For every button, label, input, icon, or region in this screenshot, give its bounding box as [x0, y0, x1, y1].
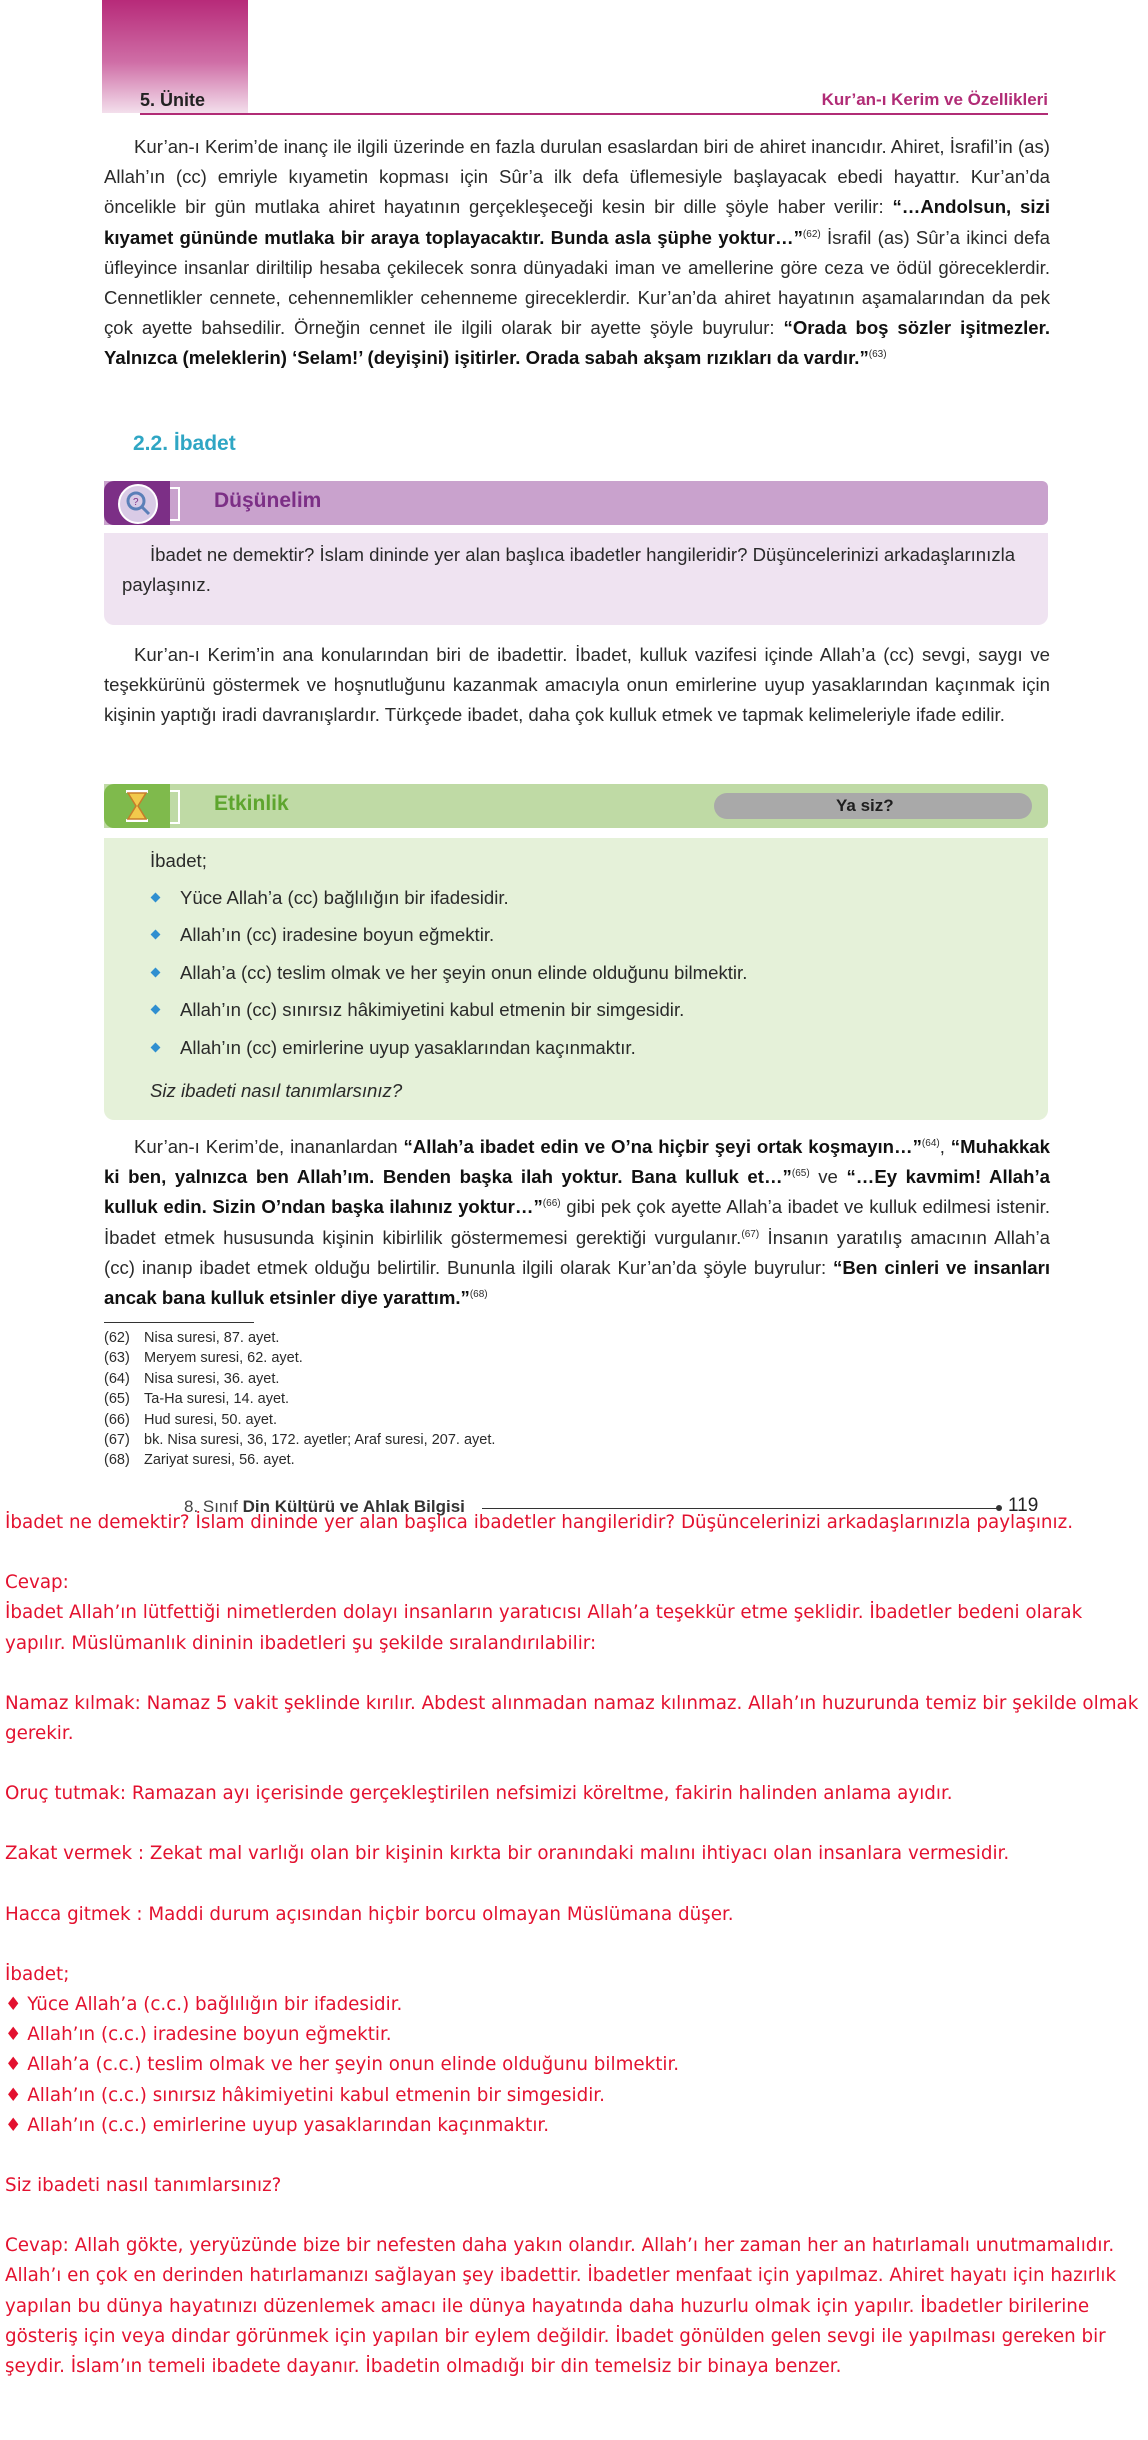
answer-worship: Zakat vermek : Zekat mal varlığı olan bir kişinin kırkta bir oranındaki malını ihtiyacı olan insanlara vermesidir. [5, 1843, 1010, 1865]
activity-list [148, 883, 747, 1070]
answer-question: İbadet ne demektir? İslam dininde yer alan başlıca ibadetler hangileridir? Düşüncelerinizi arkadaşlarınızla paylaşınız. [5, 1512, 1074, 1533]
bracket-decoration [170, 487, 180, 521]
list-item: Allah’ın (cc) emirlerine uyup yasaklarından kaçınmaktır. [148, 1033, 747, 1070]
hourglass-icon [104, 784, 170, 828]
bracket-decoration [170, 790, 180, 824]
header-divider [140, 113, 1048, 115]
page-number: 119 [1008, 1495, 1039, 1516]
footnote: (62) Nisa suresi, 87. ayet. [104, 1330, 280, 1346]
footer-course: 8. Sınıf Din Kültürü ve Ahlak Bilgisi [184, 1497, 465, 1516]
quote-64: “Allah’a ibadet edin ve O’na hiçbir şeyi ortak koşmayın…” [403, 1136, 922, 1157]
unit-label: 5. Ünite [140, 90, 206, 110]
diamond-bullet-icon [151, 1005, 161, 1015]
footnotes [104, 1328, 495, 1471]
list-item: Yüce Allah’a (cc) bağlılığın bir ifadesidir. [148, 883, 747, 920]
answer-worship: Hacca gitmek : Maddi durum açısından hiçbir borcu olmayan Müslümana düşer. [5, 1903, 734, 1925]
answer-intro: İbadet Allah’ın lütfettiği nimetlerden dolayı insanların yaratıcısı Allah’a teşekkür etme şeklidir. İbadetler bedeni olarak yapılır. Müslümanlık dininin ibadetleri şu şekilde sıralandırılabilir: [5, 1602, 1083, 1654]
list-item: Allah’ın (cc) sınırsız hâkimiyetini kabul etmenin bir simgesidir. [148, 995, 747, 1032]
footnote-divider [104, 1322, 254, 1323]
answer-cevap-label: Cevap: [5, 1572, 69, 1594]
diamond-bullet-icon [151, 1042, 161, 1052]
intro-paragraph: Kur’an-ı Kerim’de inanç ile ilgili üzerinde en fazla durulan esaslardan biri de ahiret inancıdır. Ahiret, İsrafil’in (as) Allah’ın (cc) emriyle kıyametin kopması için Sûr’a ilk defa üflemesiyle başlayacak ebedi hayattır. Kur’an’da öncelikle bir gün mutlaka ahiret hayatının gerçekleşeceği kesin bir dille şöyle haber verilir: “…Andolsun, sizi kıyamet gününde mutlaka bir araya toplayacaktır. Bunda asla şüphe yoktur…”$^{(62)}$ İsrafil (as) Sûr’a ikinci defa üfleyince insanlar diriltilip hesaba çekilecek sonra dünyadaki iman ve amellerine göre ceza ve ödül göreceklerdir. Cennetlikler cennete, cehennemlikler cehenneme gireceklerdir. Kur’an’da ahiret hayatının aşamalarından da pek çok ayette bahsedilir. Örneğin cennet ile ilgili olarak bir ayette şöyle buyrulur: “Orada boş sözler işitmezler. Yalnızca (meleklerin) ‘Selam!’ (deyişini) işitirler. Orada sabah akşam rızıkları da vardır.”$^{(63)}$ [104, 136, 1050, 369]
answer-list-item: ♦ Allah’a (c.c.) teslim olmak ve her şeyin onun elinde olduğunu bilmektir. [5, 2054, 680, 2076]
answer-list-item: ♦ Allah’ın (c.c.) sınırsız hâkimiyetini kabul etmenin bir simgesidir. [5, 2084, 605, 2106]
ref-63: (63) [868, 349, 887, 361]
footnote: (65) Ta-Ha suresi, 14. ayet. [104, 1391, 290, 1408]
ibadet-paragraph: Kur’an-ı Kerim’in ana konularından biri de ibadettir. İbadet, kulluk vazifesi içinde Allah’a (cc) sevgi, saygı ve teşekkürünü göstermek ve hoşnutluğunu kazanmak amacıyla onun emirlerine uyup yasaklarından kaçınmak için kişinin yaptığı iradi davranışlardır. Türkçede ibadet, daha çok kulluk etmek ve tapmak kelimeleriyle ifade edilir. [104, 644, 1050, 726]
answer-worship: Namaz kılmak: Namaz 5 vakit şeklinde kırılır. Abdest alınmadan namaz kılınmaz. Allah’ın huzurunda temiz bir şekilde olmak gerekir. [5, 1692, 1139, 1745]
ref-68: (68) [469, 1288, 488, 1300]
ref-67: (67) [741, 1228, 760, 1240]
closing-paragraph: Kur’an-ı Kerim’de, inananlardan “Allah’a ibadet edin ve O’na hiçbir şeyi ortak koşmayın…”$^{(64)}$, “Muhakkak ki ben, yalnızca ben Allah’ım. Benden başka ilah yoktur. Bana kulluk et…”$^{(65)}$ ve “…Ey kavmim! Allah’a kulluk edin. Sizin O’ndan başka ilahınız yoktur…”$^{(66)}$ gibi pek çok ayette Allah’a ibadet ve kulluk edilmesi istenir. İbadet etmek hususunda kişinin kibirlilik göstermemesi gerektiği vurgulanır.$^{(67)}$ İnsanın yaratılış amacının Allah’a (cc) inanıp ibadet etmek olduğu belirtilir. Bununla ilgili olarak Kur’an’da şöyle buyrulur: “Ben cinleri ve insanları ancak bana kulluk etsinler diye yarattım.”$^{(68)}$ [104, 1136, 1050, 1309]
quote-68: “Ben cinleri ve insanları ancak bana kulluk etsinler diye yarattım.” [104, 1256, 1050, 1309]
activity-box-title: Etkinlik [214, 792, 289, 815]
footnote: (64) Nisa suresi, 36. ayet. [104, 1370, 280, 1387]
quote-62: “…Andolsun, sizi kıyamet gününde mutlaka bir araya toplayacaktır. Bunda asla şüphe yoktur…” [104, 196, 1050, 248]
list-item: Allah’a (cc) teslim olmak ve her şeyin onun elinde olduğunu bilmektir. [148, 958, 747, 995]
activity-question: Siz ibadeti nasıl tanımlarsınız? [150, 1080, 403, 1101]
ref-65: (65) [791, 1168, 810, 1180]
footnote: (68) Zariyat suresi, 56. ayet. [104, 1452, 295, 1469]
magnifier-icon [118, 484, 158, 524]
answer-list-item: ♦ Yüce Allah’a (c.c.) bağlılığın bir ifadesidir. [5, 1994, 403, 2016]
activity-lead: İbadet; [150, 850, 207, 871]
activity-tag-label: Ya siz? [836, 796, 894, 815]
svg-text:?: ? [133, 497, 139, 508]
quote-65: “Muhakkak ki ben, yalnızca ben Allah’ım. Benden başka ilah yoktur. Bana kulluk et…” [104, 1136, 1050, 1188]
footnote: (67) bk. Nisa suresi, 36, 172. ayetler; Araf suresi, 207. ayet. [104, 1432, 496, 1449]
ref-62: (62) [802, 228, 821, 240]
answer-worship: Oruç tutmak: Ramazan ayı içerisinde gerçekleştirilen nefsimizi köreltme, fakirin halinden anlama ayıdır. [5, 1783, 953, 1805]
answer-lead: İbadet; [5, 1963, 70, 1985]
diamond-bullet-icon [151, 930, 161, 940]
think-box-text: İbadet ne demektir? İslam dininde yer alan başlıca ibadetler hangileridir? Düşüncelerinizi arkadaşlarınızla paylaşınız. [122, 544, 1016, 595]
footnote: (63) Meryem suresi, 62. ayet. [104, 1350, 303, 1367]
diamond-bullet-icon [151, 967, 161, 977]
section-heading: 2.2. İbadet [133, 432, 236, 455]
diamond-bullet-icon [151, 893, 161, 903]
answer-list-item: ♦ Allah’ın (c.c.) iradesine boyun eğmektir. [5, 2024, 392, 2046]
list-item: Allah’ın (cc) iradesine boyun eğmektir. [148, 920, 747, 957]
answer-final: Cevap: Allah gökte, yeryüzünde bize bir nefesten daha yakın olandır. Allah’ı her zaman her an hatırlamalı unutmamalıdır. Allah’ı en çok en derinden hatırlamanızı sağlayan şey ibadettir. İbadetler menfaat için yapılmaz. Ahiret hayatı için hazırlık yapılan bu dünya hayatınızı düzenlemek amacı ile dünya hayatında daha huzurlu olmak için yapılır. İbadetler birilerine gösteriş için veya dindar görünmek için yapılan bir eylem değildir. İbadet gönülden gelen sevgi ile yapılması gereken bir şeydir. İslam’ın temeli ibadete dayanır. İbadetin olmadığı bir din temelsiz bir binaya benzer. [5, 2235, 1117, 2378]
answer-question-2: Siz ibadeti nasıl tanımlarsınız? [5, 2175, 282, 2197]
think-box-title: Düşünelim [214, 489, 322, 512]
ref-66: (66) [542, 1198, 561, 1210]
quote-66: “…Ey kavmim! Allah’a kulluk edin. Sizin O’ndan başka ilahınız yoktur…” [104, 1166, 1050, 1218]
answer-list-item: ♦ Allah’ın (c.c.) emirlerine uyup yasaklarından kaçınmaktır. [5, 2114, 550, 2136]
chapter-title: Kur’an-ı Kerim ve Özellikleri [821, 90, 1048, 109]
activity-icon-box [104, 784, 170, 828]
footnote: (66) Hud suresi, 50. ayet. [104, 1411, 277, 1428]
quote-63: “Orada boş sözler işitmezler. Yalnızca (meleklerin) ‘Selam!’ (deyişini) işitirler. Orada sabah akşam rızıkları da vardır.” [104, 317, 1050, 369]
answer-section [5, 1508, 1143, 2382]
ref-64: (64) [921, 1137, 940, 1149]
